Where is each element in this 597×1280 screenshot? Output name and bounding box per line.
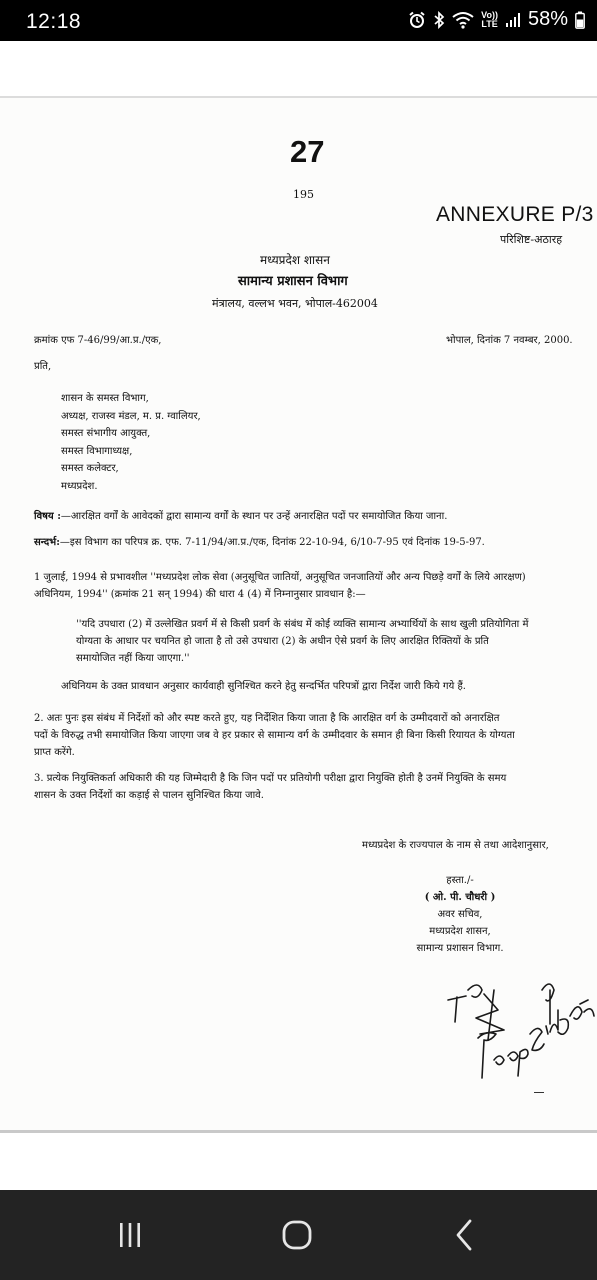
paragraph-1 [34, 569, 526, 603]
status-bar [0, 0, 597, 41]
subject-label: विषय : [34, 511, 61, 522]
paragraph-line: 2. अतः पुनः इस संबंध में निर्देशों को और स्पष्ट करते हुए, यह निर्देशित किया जाता है कि आरक्षित वर्ग के उम्मीदवारों को अनारक्षित [34, 713, 500, 724]
home-icon [280, 1218, 314, 1252]
signature-block [380, 872, 540, 957]
bottom-divider [0, 1130, 597, 1133]
signed-label: हस्ता./- [446, 875, 474, 886]
signatory-government: मध्यप्रदेश शासन, [429, 926, 491, 937]
addressee-item: समस्त विभागाध्यक्ष, [61, 445, 133, 457]
recents-button[interactable] [110, 1218, 150, 1252]
annexure-label: ANNEXURE P/3 [436, 203, 594, 226]
recents-icon [115, 1220, 145, 1250]
prati-label: प्रति, [34, 361, 52, 372]
parishisht-label: परिशिष्ट-अठारह [500, 233, 563, 246]
paragraph-line: अधिनियम, 1994'' (क्रमांक 21 सन् 1994) की धारा 4 (4) में निम्नानुसार प्रावधान है:— [34, 589, 366, 600]
battery-icon [575, 11, 585, 29]
subject-text: —आरक्षित वर्गों के आवेदकों द्वारा सामान्य वर्गों के स्थान पर उन्हें अनारक्षित पदों पर समायोजित किया जाना. [60, 511, 448, 522]
addressee-list [61, 390, 201, 495]
addressee-item: मध्यप्रदेश. [61, 480, 98, 492]
dash-mark [534, 1092, 544, 1093]
back-button[interactable] [445, 1218, 485, 1252]
volte-line2: LTE [481, 18, 498, 29]
act-paragraph [61, 678, 466, 695]
paragraph-3 [34, 770, 506, 804]
status-icons [408, 8, 585, 31]
paragraph-line: 1 जुलाई, 1994 से प्रभावशील ''मध्यप्रदेश लोक सेवा (अनुसूचित जातियों, अनुसूचित जनजातियों और अन्य पिछड़े वर्गों के लिये आरक्षण) [34, 572, 526, 583]
battery-percent: 58% [527, 8, 568, 30]
navigation-bar [0, 1190, 597, 1280]
wifi-icon [452, 11, 474, 29]
quote-line: योग्यता के आधार पर चयनित हो जाता है तो उसे उपधारा (2) के अधीन ऐसे प्रवर्ग के लिए आरक्षित रिक्तियों के प्रति [76, 636, 489, 647]
signal-icon [505, 12, 521, 28]
sandarbh-text: —इस विभाग का परिपत्र क्र. एफ. 7-11/94/आ.प्र./एक, दिनांक 22-10-94, 6/10-7-95 एवं दिनांक 19-5-97. [59, 537, 485, 548]
app-bar [0, 41, 597, 97]
reference-number: क्रमांक एफ 7-46/99/आ.प्र./एक, [34, 335, 162, 346]
quote-line: ''यदि उपधारा (2) में उल्लेखित प्रवर्ग में से किसी प्रवर्ग के संबंध में कोई व्यक्ति सामान्य अभ्यार्थियों के साथ खुली प्रतियोगिता में [76, 619, 529, 630]
quote-line: समायोजित नहीं किया जाएगा.'' [76, 653, 190, 664]
act-quote [76, 616, 528, 667]
addressee-item: समस्त संभागीय आयुक्त, [61, 428, 151, 439]
signatory-department: सामान्य प्रशासन विभाग. [416, 943, 504, 954]
signatory-designation: अवर सचिव, [437, 909, 483, 920]
handwritten-signature [438, 960, 597, 1100]
government-heading: मध्यप्रदेश शासन [260, 253, 330, 267]
paragraph-2 [34, 710, 515, 761]
addressee-item: शासन के समस्त विभाग, [61, 393, 149, 404]
alarm-icon [408, 11, 426, 29]
paragraph-line: पदों के विरुद्ध तभी समायोजित किया जाएगा जब वे हर प्रकार से सामान्य वर्ग के उम्मीदवार के समान ही बिना किसी रियायत के योग्यता [34, 730, 515, 741]
addressee-item: समस्त कलेक्टर, [61, 463, 119, 474]
reference-line [34, 536, 485, 549]
subject-line [34, 510, 447, 523]
paragraph-line: 3. प्रत्येक नियुक्तिकर्ता अधिकारी की यह जिम्मेदारी है कि जिन पदों पर प्रतियोगी परीक्षा द्वारा नियुक्ति होती है उनमें नियुक्ति के समय [34, 773, 507, 784]
sub-page-number: 195 [293, 188, 314, 201]
volte-line1: Vo)) [481, 9, 498, 20]
addressee-item: अध्यक्ष, राजस्व मंडल, म. प्र. ग्वालियर, [61, 410, 201, 422]
paragraph-line: शासन के उक्त निर्देशों का कड़ाई से पालन सुनिश्चित किया जावे. [34, 790, 264, 801]
paragraph-line: प्राप्त करेंगे. [34, 747, 75, 758]
back-icon [450, 1218, 480, 1252]
department-heading: सामान्य प्रशासन विभाग [238, 274, 348, 289]
bluetooth-icon [433, 11, 445, 29]
page-number: 27 [290, 134, 325, 169]
sandarbh-label: सन्दर्भ: [34, 537, 60, 548]
signatory-name: ( ओ. पी. चौधरी ) [424, 892, 496, 903]
home-button[interactable] [277, 1218, 317, 1252]
letter-date: भोपाल, दिनांक 7 नवम्बर, 2000. [446, 335, 573, 346]
status-time: 12:18 [26, 10, 82, 33]
closing-line: मध्यप्रदेश के राज्यपाल के नाम से तथा आदेशानुसार, [362, 840, 549, 851]
office-address: मंत्रालय, वल्लभ भवन, भोपाल-462004 [212, 297, 378, 310]
document-page[interactable] [0, 98, 597, 1130]
paragraph-line: अधिनियम के उक्त प्रावधान अनुसार कार्यवाही सुनिश्चित करने हेतु सन्दर्भित परिपत्रों द्वारा निर्देश जारी किये गये हैं. [61, 681, 466, 692]
volte-icon [481, 11, 498, 29]
